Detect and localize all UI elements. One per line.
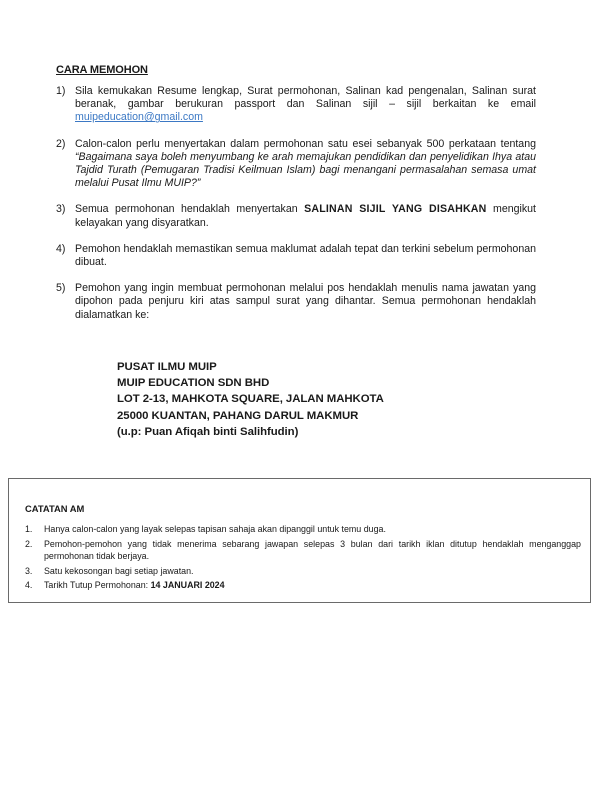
step-number: 1): [56, 85, 66, 97]
note-item: [25, 565, 581, 577]
note-text: Tarikh Tutup Permohonan:: [44, 580, 151, 591]
notes-list: [25, 523, 581, 594]
note-number: 3.: [25, 565, 33, 576]
step-number: 5): [56, 282, 66, 295]
note-text: Pemohon-pemohon yang tidak menerima sebarang jawapan selepas 3 bulan dari tarikh iklan ditutup hendaklah menganggap permohonan tidak berjaya.: [44, 538, 581, 561]
step-text: Calon-calon perlu menyertakan dalam permohonan satu esei sebanyak 500 perkataan tentang: [75, 137, 536, 150]
step-text: Pemohon yang ingin membuat permohonan melalui pos hendaklah menulis nama jawatan yang dipohon pada penjuru kiri atas sampul surat yang dihantar. Semua permohonan hendaklah dialamatkan ke:: [75, 282, 536, 321]
step-text: Semua permohonan hendaklah menyertakan: [75, 203, 305, 216]
note-item: [25, 523, 581, 535]
application-steps-list: [56, 85, 536, 335]
note-number: 4.: [25, 580, 33, 591]
step-item: [56, 85, 536, 125]
section-title-cara-memohon: CARA MEMOHON: [56, 64, 148, 76]
address-line: (u.p: Puan Afiqah binti Salihfudin): [117, 425, 299, 438]
closing-date: 14 JANUARI 2024: [150, 580, 225, 591]
step-text: Sila kemukakan Resume lengkap, Surat permohonan, Salinan kad pengenalan, Salinan surat beranak, gambar berukuran passport dan Salinan sijil – sijil berkaitan ke email: [75, 85, 536, 111]
note-text: Satu kekosongan bagi setiap jawatan.: [44, 565, 194, 576]
email-link[interactable]: muipeducation@gmail.com: [75, 111, 203, 124]
step-item: [56, 282, 536, 322]
step-number: 2): [56, 137, 66, 150]
step-number: 4): [56, 242, 66, 255]
address-line: MUIP EDUCATION SDN BHD: [117, 377, 270, 390]
step-item: [56, 138, 536, 191]
address-line: LOT 2-13, MAHKOTA SQUARE, JALAN MAHKOTA: [117, 393, 384, 406]
note-text: Hanya calon-calon yang layak selepas tapisan sahaja akan dipanggil untuk temu duga.: [44, 524, 386, 534]
address-line: PUSAT ILMU MUIP: [117, 361, 217, 373]
note-number: 1.: [25, 524, 33, 534]
step-number: 3): [56, 203, 66, 216]
step-item: [56, 243, 536, 269]
step-emphasis: SALINAN SIJIL YANG DISAHKAN: [304, 203, 487, 216]
note-number: 2.: [25, 538, 33, 549]
step-text-after: mengikut kelayakan yang disyaratkan.: [75, 203, 536, 229]
mailing-address: [117, 359, 384, 440]
general-notes-box: [8, 478, 591, 603]
step-item: [56, 203, 536, 229]
address-line: 25000 KUANTAN, PAHANG DARUL MAKMUR: [117, 409, 359, 422]
step-text: Pemohon hendaklah memastikan semua maklumat adalah tepat dan terkini sebelum permohonan dibuat.: [75, 242, 536, 269]
note-item: [25, 579, 581, 591]
essay-topic-quote: “Bagaimana saya boleh menyumbang ke arah memajukan pendidikan dan penyelidikan Ihya atau Tajdid Turath (Pemugaran Tradisi Keilmuan Islam) bagi menangani permasalahan semasa umat melalui Pusat Ilmu MUIP?”: [75, 150, 536, 190]
note-item: [25, 538, 581, 563]
notes-title: CATATAN AM: [25, 503, 85, 514]
